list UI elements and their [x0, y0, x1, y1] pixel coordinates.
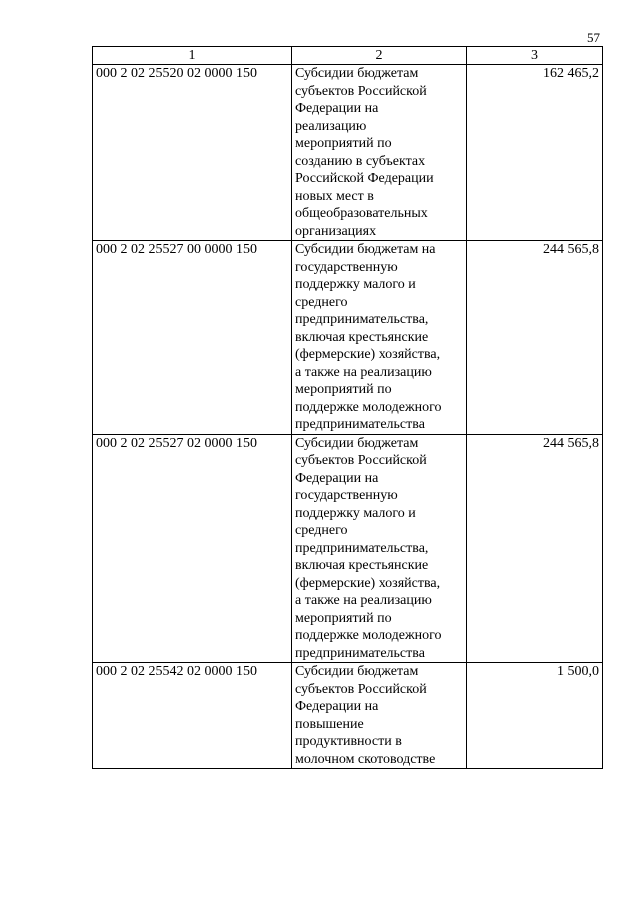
revenue-name-line: а также на реализацию [295, 593, 432, 608]
revenue-name-line: мероприятий по [295, 382, 392, 397]
revenue-name-line: субъектов Российской [295, 681, 427, 697]
revenue-name-line: поддержку малого и [295, 505, 416, 521]
revenue-name-line: поддержке молодежного [295, 628, 442, 643]
revenue-name-line: мероприятий по [295, 610, 392, 626]
revenue-name-line: предпринимательства, [295, 312, 429, 327]
revenue-name-line: организациях [295, 223, 377, 239]
revenue-name-line: новых мест в [295, 188, 374, 204]
budget-code-cell: 000 2 02 25527 02 0000 150 [93, 434, 292, 663]
budget-revenue-table [92, 46, 603, 769]
revenue-name-line: государственную [295, 488, 398, 503]
amount-cell: 1 500,0 [467, 663, 603, 769]
revenue-name-cell [292, 65, 467, 241]
revenue-name-line: Субсидии бюджетам [295, 66, 419, 81]
revenue-name-line: созданию в субъектах [295, 153, 426, 169]
revenue-name-line: (фермерские) хозяйства, [295, 347, 441, 362]
table-row [93, 663, 603, 769]
revenue-name-line: реализацию [295, 118, 367, 134]
table-row [93, 434, 603, 663]
column-header-amount: 3 [467, 47, 603, 65]
revenue-name-line: продуктивности в [295, 734, 402, 749]
revenue-name-line: поддержку малого и [295, 277, 416, 292]
amount-cell: 162 465,2 [467, 65, 603, 241]
revenue-name-line: повышение [295, 716, 364, 732]
revenue-name-line: Федерации на [295, 699, 379, 714]
column-header-code: 1 [93, 47, 292, 65]
revenue-name-line: предпринимательства [295, 417, 425, 432]
revenue-name-line: (фермерские) хозяйства, [295, 575, 441, 591]
revenue-name-cell [292, 241, 467, 435]
budget-code-cell: 000 2 02 25527 00 0000 150 [93, 241, 292, 435]
revenue-name-line: Федерации на [295, 101, 379, 116]
revenue-name-line: предпринимательства, [295, 540, 429, 556]
revenue-name-line: субъектов Российской [295, 453, 427, 468]
revenue-name-line: включая крестьянские [295, 329, 429, 345]
table-row [93, 241, 603, 435]
budget-code-cell: 000 2 02 25542 02 0000 150 [93, 663, 292, 769]
revenue-name-line: Субсидии бюджетам [295, 435, 419, 451]
revenue-name-line: Субсидии бюджетам на [295, 242, 436, 257]
table-row [93, 65, 603, 241]
revenue-name-line: среднего [295, 523, 348, 538]
revenue-name-line: мероприятий по [295, 136, 392, 151]
amount-cell: 244 565,8 [467, 241, 603, 435]
table-body [93, 65, 603, 769]
revenue-name-line: Федерации на [295, 470, 379, 486]
page-number: 57 [587, 30, 600, 45]
revenue-name-line: включая крестьянские [295, 558, 429, 573]
revenue-name-line: Российской Федерации [295, 171, 434, 186]
revenue-name-line: общеобразовательных [295, 206, 428, 221]
table-header-row [93, 47, 603, 65]
revenue-name-line: поддержке молодежного [295, 399, 442, 415]
revenue-name-line: государственную [295, 259, 398, 275]
revenue-name-line: субъектов Российской [295, 83, 427, 99]
amount-cell: 244 565,8 [467, 434, 603, 663]
revenue-name-line: Субсидии бюджетам [295, 664, 419, 679]
revenue-name-line: молочном скотоводстве [295, 751, 436, 767]
revenue-name-line: предпринимательства [295, 645, 425, 661]
revenue-name-line: среднего [295, 294, 348, 310]
column-header-name: 2 [292, 47, 467, 65]
revenue-name-line: а также на реализацию [295, 364, 432, 380]
budget-code-cell: 000 2 02 25520 02 0000 150 [93, 65, 292, 241]
revenue-name-cell [292, 434, 467, 663]
revenue-name-cell [292, 663, 467, 769]
